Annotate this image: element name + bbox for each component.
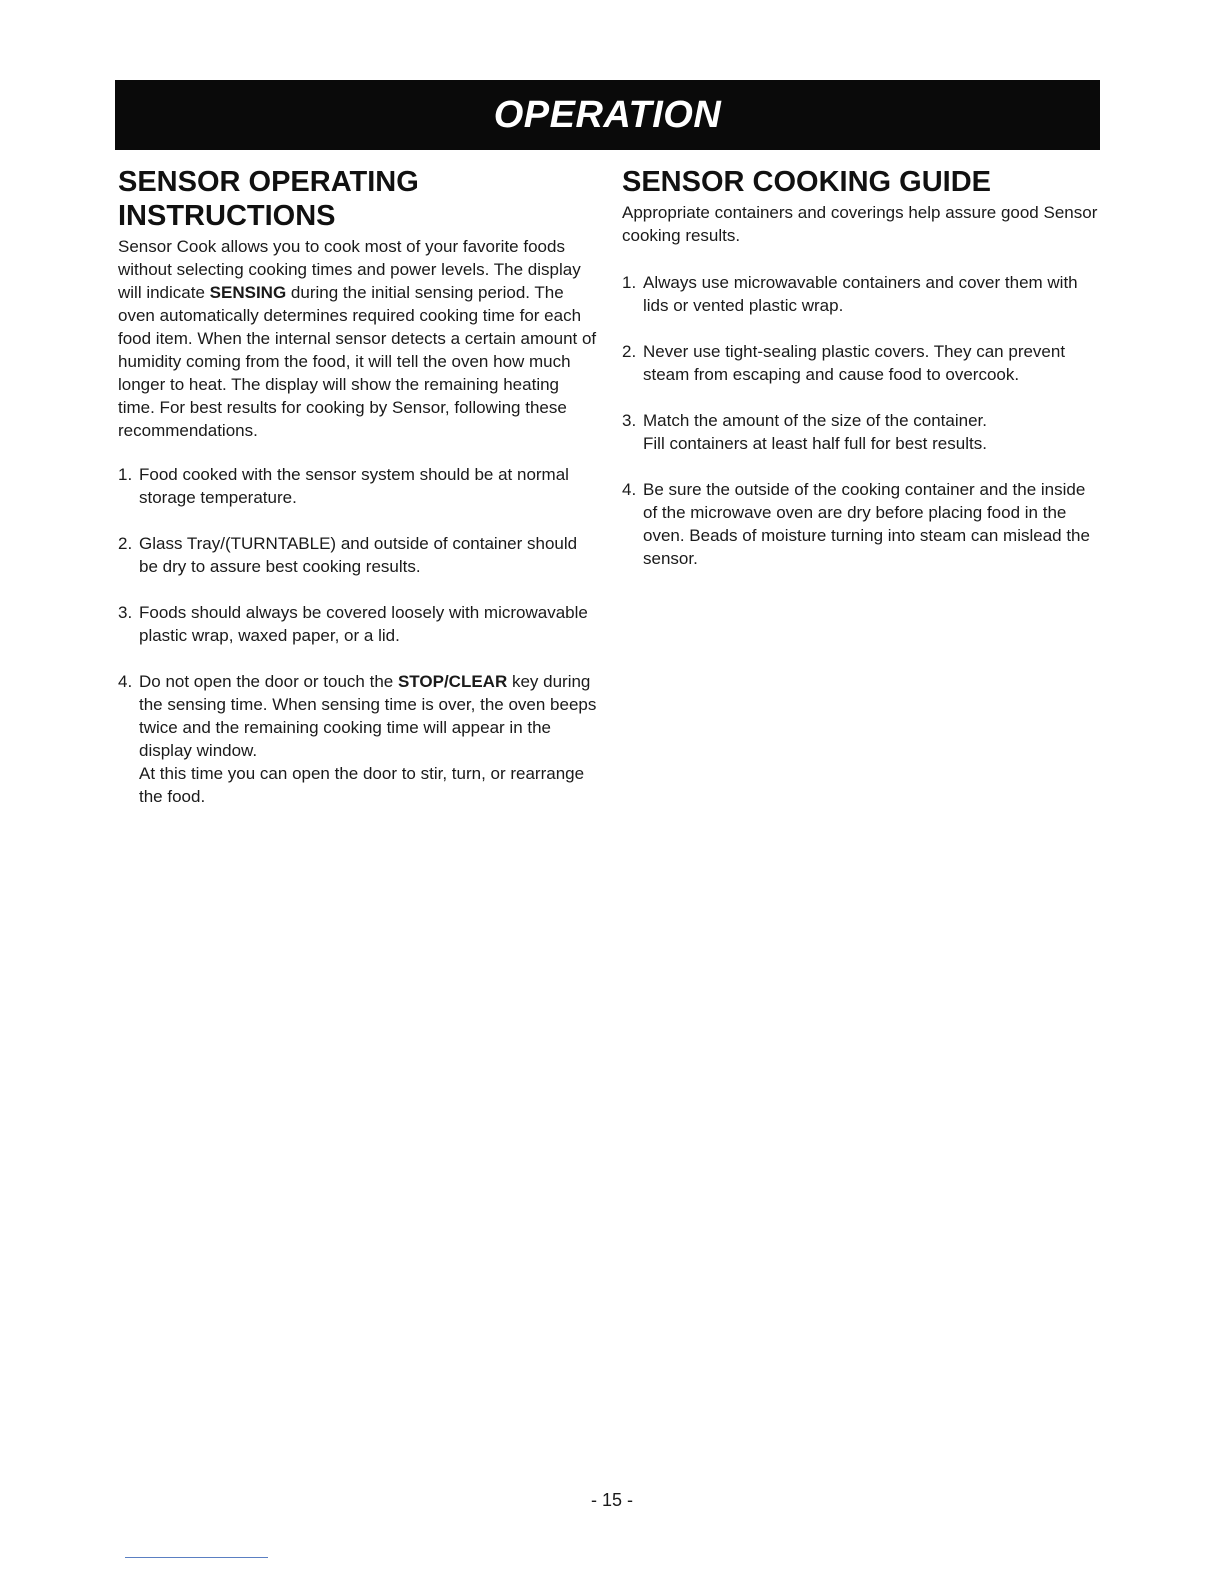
- banner-title: OPERATION: [493, 93, 722, 136]
- item-number: 2.: [118, 534, 133, 553]
- item-text: Be sure the outside of the cooking container and the inside of the microwave oven are dry before placing food in the oven. Beads of moisture turning into steam can mislead the sensor.: [643, 480, 1090, 568]
- left-intro-text: Sensor Cook allows you to cook most of your favorite foods without selecting cooking times and power levels. The display will indicate: [118, 237, 581, 302]
- page-number: - 15 -: [590, 1490, 633, 1510]
- item-text: [139, 670, 598, 808]
- left-heading: SENSOR OPERATING INSTRUCTIONS: [118, 166, 419, 232]
- right-heading: SENSOR COOKING GUIDE: [622, 166, 991, 198]
- item-text: Always use microwavable containers and cover them with lids or vented plastic wrap.: [643, 273, 1078, 315]
- item-text-main: Match the amount of the size of the container.: [643, 411, 987, 430]
- list-item: [622, 409, 1102, 455]
- list-item: [622, 478, 1102, 570]
- item-number: 4.: [118, 672, 133, 691]
- bottom-rule: [125, 1557, 268, 1558]
- list-item: [622, 340, 1102, 386]
- item-number: 1.: [118, 465, 133, 484]
- list-item: [118, 670, 598, 808]
- left-list: [118, 463, 598, 808]
- item-text: [643, 409, 1102, 455]
- item-text: Foods should always be covered loosely with microwavable plastic wrap, waxed paper, or a lid.: [139, 603, 588, 645]
- item-number: 3.: [118, 603, 133, 622]
- item-text: Food cooked with the sensor system should be at normal storage temperature.: [139, 465, 569, 507]
- stop-clear-keyword: STOP/CLEAR: [397, 672, 508, 691]
- right-list: [622, 271, 1102, 570]
- list-item: [622, 271, 1102, 317]
- list-item: [118, 532, 598, 578]
- list-item: [118, 601, 598, 647]
- item-number: 3.: [622, 411, 637, 430]
- sensor-cooking-guide: [622, 165, 1102, 593]
- right-intro: Appropriate containers and coverings help assure good Sensor cooking results.: [622, 203, 1098, 245]
- left-intro-text-cont: during the initial sensing period. The oven automatically determines required cooking time for each food item. When the internal sensor detects a certain amount of humidity coming from the food, it will tell the oven how much longer to heat. The display will show the remaining heating time. For best results for cooking by Sensor, following these recommendations.: [118, 283, 597, 440]
- item-number: 1.: [622, 273, 637, 292]
- item-text-extra: At this time you can open the door to stir, turn, or rearrange the food.: [139, 764, 585, 806]
- sensing-keyword: SENSING: [209, 283, 287, 302]
- item-text: Never use tight-sealing plastic covers. They can prevent steam from escaping and cause food to overcook.: [643, 342, 1066, 384]
- item-number: 2.: [622, 342, 637, 361]
- item-text: Glass Tray/(TURNTABLE) and outside of container should be dry to assure best cooking results.: [139, 534, 578, 576]
- sensor-operating-instructions: [118, 165, 598, 831]
- item-number: 4.: [622, 480, 637, 499]
- item-text-post: key during the sensing time. When sensing time is over, the oven beeps twice and the remaining cooking time will appear in the display window.: [139, 672, 597, 760]
- left-intro: [118, 235, 598, 442]
- list-item: [118, 463, 598, 509]
- section-banner: [115, 80, 1100, 150]
- item-text-pre: Do not open the door or touch the: [139, 672, 398, 691]
- item-text-extra: Fill containers at least half full for best results.: [643, 434, 987, 453]
